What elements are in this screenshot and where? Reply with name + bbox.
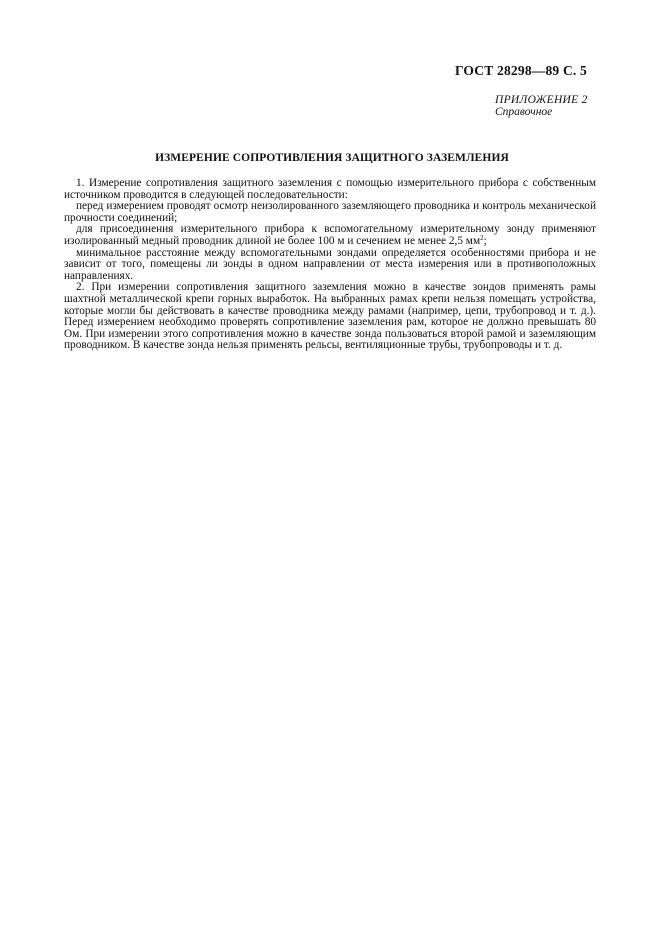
paragraph-conductor-end: ;: [483, 234, 487, 247]
paragraph-2: 2. При измерении сопротивления защитного заземления можно в качестве зондов применять рамы шахтной металлической крепи горных выработок. На выбранных рамах крепи нельзя помещать устройства, которые могли бы действовать в качестве проводника между рамами (например, цепи, трубопровод и т. д.). Перед измерением необходимо проверять сопротивление заземления рам, которое не должно превышать 80 Ом. При измерении этого сопротивления можно в качестве зонда пользоваться второй рамой и заземляющим проводником. В качестве зонда нельзя применять рельсы, вентиляционные трубы, трубопроводы и т. д.: [64, 281, 596, 352]
standard-page-header: ГОСТ 28298—89 С. 5: [454, 63, 587, 78]
paragraph-conductor: [64, 224, 596, 247]
paragraph-conductor-text: для присоединения измерительного прибора к вспомогательному измерительному зонду применяют изолированный медный проводник длиной не более 100 м и сечением не менее 2,5 мм: [64, 223, 596, 247]
appendix-type: Справочное: [495, 106, 553, 118]
paragraph-1: 1. Измерение сопротивления защитного заземления с помощью измерительного прибора с собственным источником проводится в следующей последовательности:: [64, 177, 596, 201]
appendix-block: [495, 94, 588, 118]
unit-superscript: 2: [480, 233, 484, 242]
section-title: ИЗМЕРЕНИЕ СОПРОТИВЛЕНИЯ ЗАЩИТНОГО ЗАЗЕМЛЕНИЯ: [155, 152, 509, 164]
paragraph-probe-distance: минимальное расстояние между вспомогательными зондами определяется особенностями прибора и не зависит от того, помещены ли зонды в одном направлении от места измерения или в противоположных направлениях.: [64, 246, 596, 282]
document-body: [64, 178, 596, 352]
paragraph-inspection: перед измерением проводят осмотр неизолированного заземляющего проводника и контроль механической прочности соединений;: [64, 200, 596, 224]
appendix-label: ПРИЛОЖЕНИЕ 2: [495, 94, 588, 106]
